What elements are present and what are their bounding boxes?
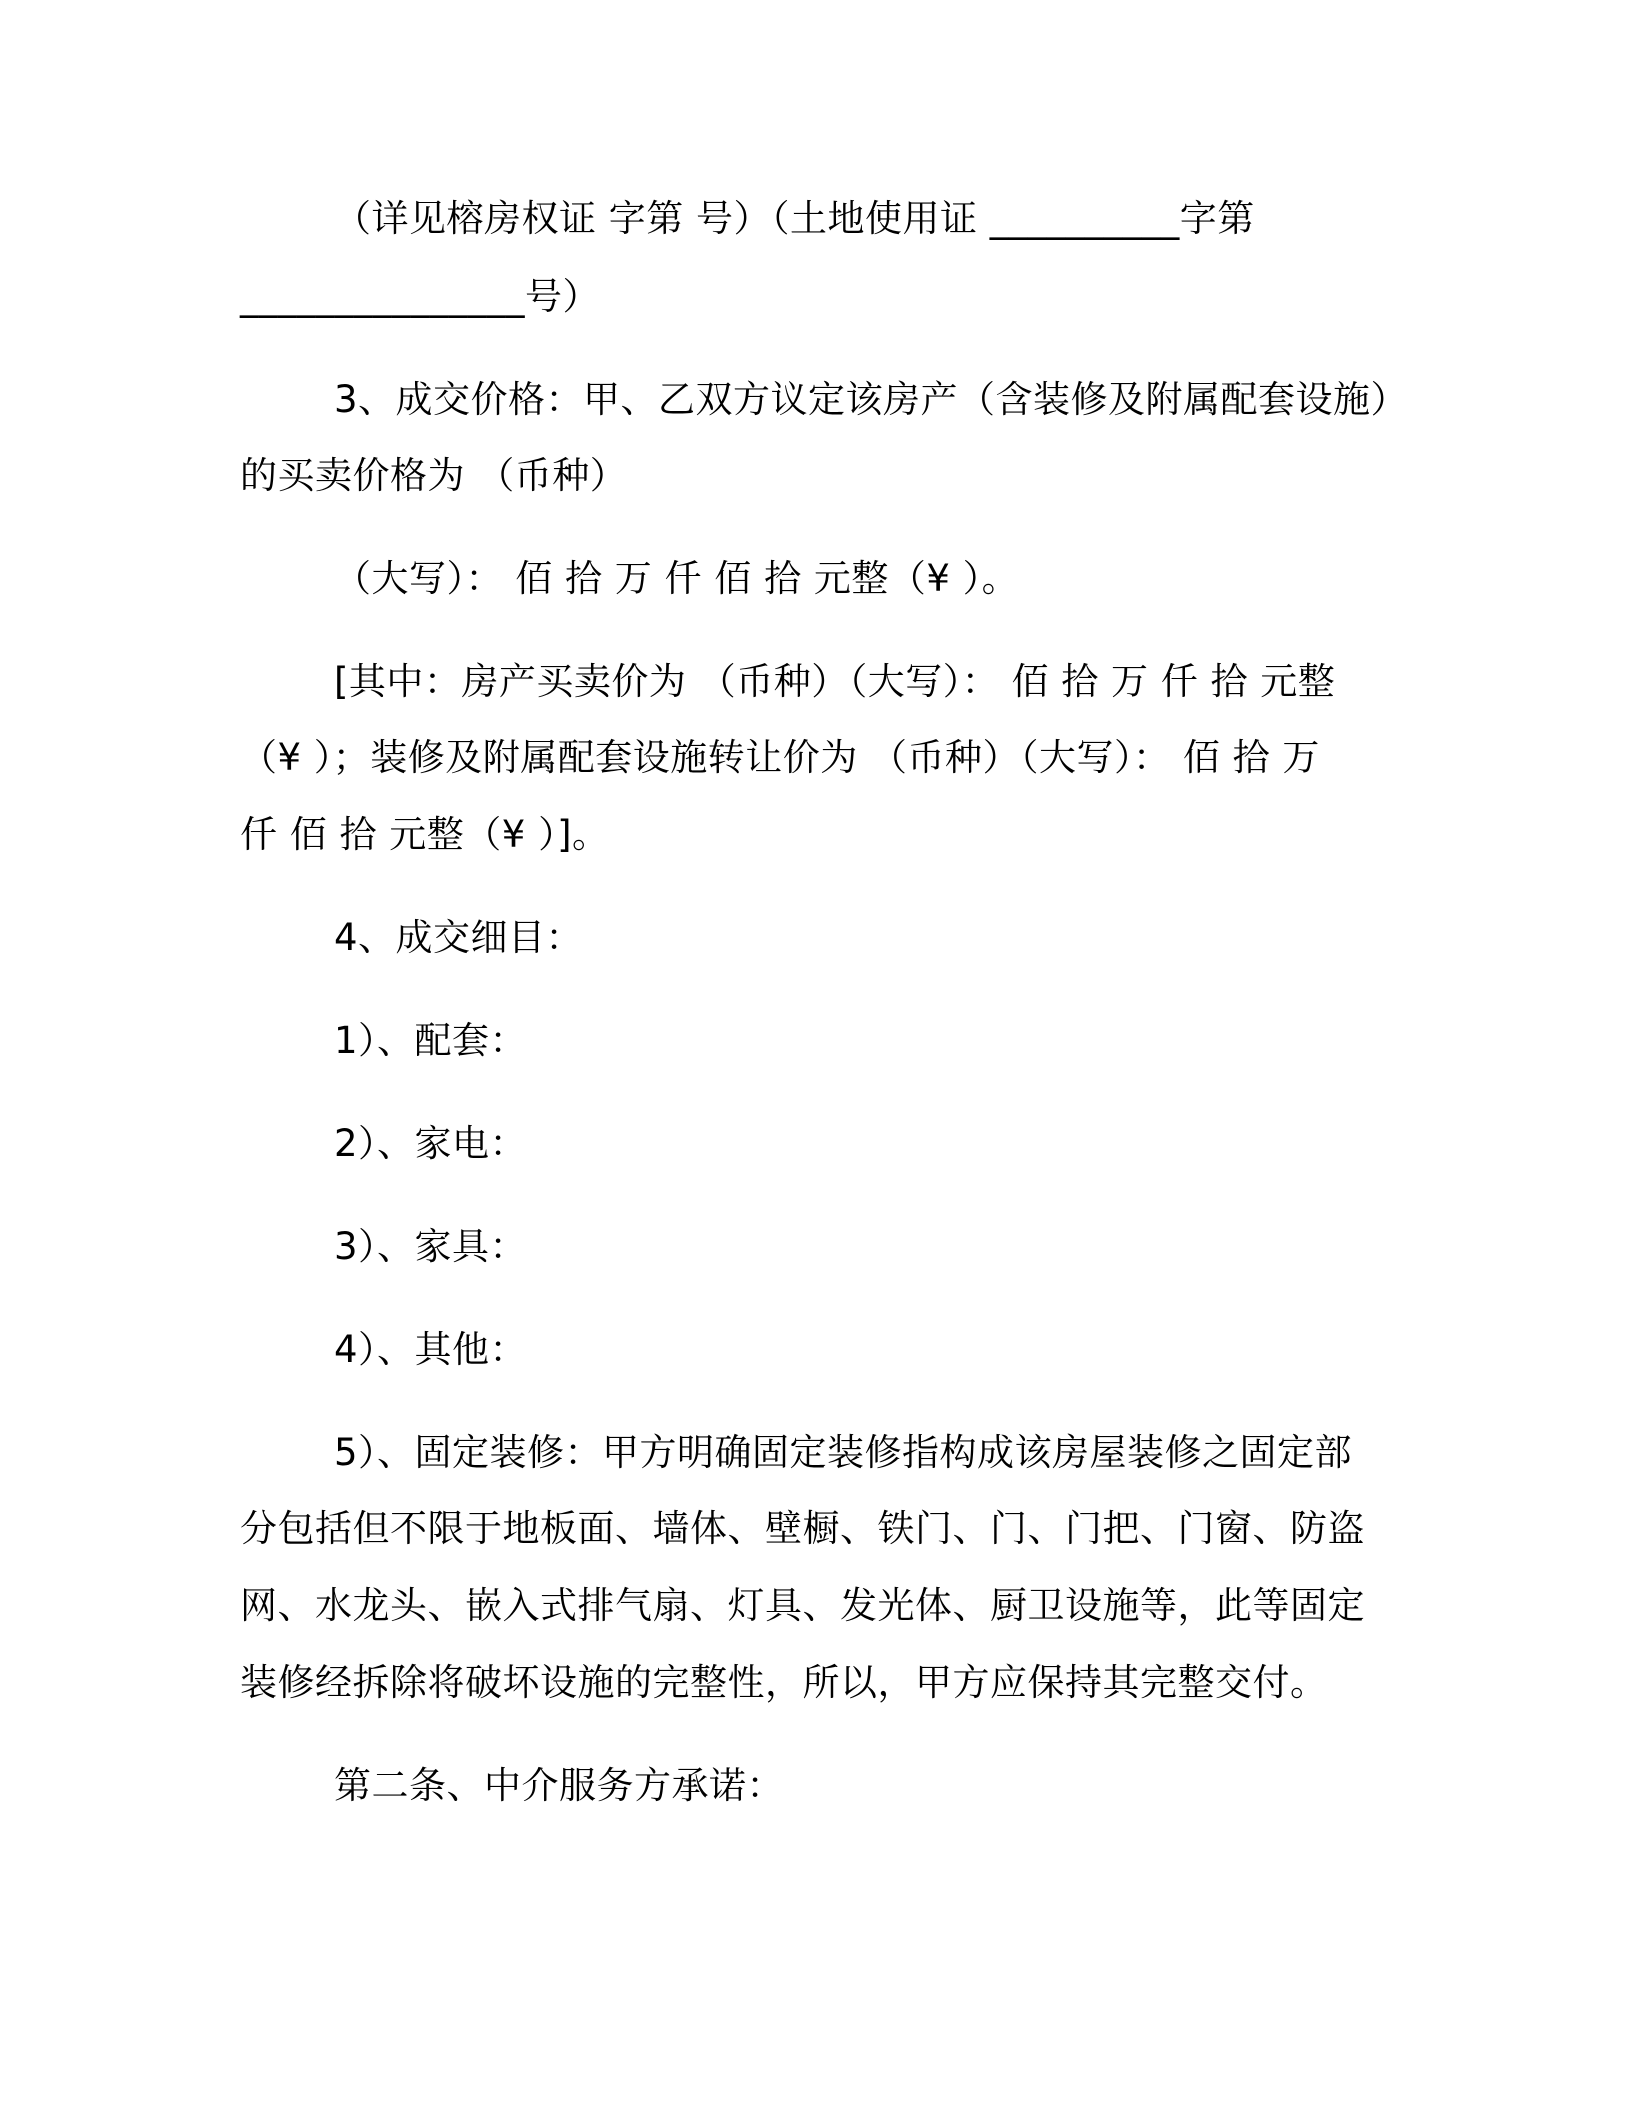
article-two-heading: 第二条、中介服务方承诺：	[334, 1764, 784, 1807]
fixed-decoration-line-3: 网、水龙头、嵌入式排气扇、灯具、发光体、厨卫设施等，此等固定	[240, 1584, 1365, 1627]
price-uppercase-line: （大写）： 佰 拾 万 仟 佰 拾 元整（¥ ）。	[334, 557, 1020, 600]
fixed-decoration-line-1: 5）、固定装修：甲方明确固定装修指构成该房屋装修之固定部	[334, 1431, 1353, 1474]
transaction-details-heading: 4、成交细目：	[334, 916, 584, 959]
price-clause-line-1: 3、成交价格：甲、乙双方议定该房产（含装修及附属配套设施）	[334, 378, 1409, 421]
detail-item-other: 4）、其他：	[334, 1328, 528, 1371]
price-breakdown-line-3: 仟 佰 拾 元整（¥ ）]。	[240, 813, 610, 856]
price-clause-line-2: 的买卖价格为 （币种）	[240, 454, 628, 497]
fixed-decoration-line-2: 分包括但不限于地板面、墙体、壁橱、铁门、门、门把、门窗、防盗	[240, 1507, 1365, 1550]
detail-item-supporting-facilities: 1）、配套：	[334, 1019, 528, 1062]
detail-item-appliances: 2）、家电：	[334, 1122, 528, 1165]
price-breakdown-line-1: [其中：房产买卖价为 （币种）（大写）： 佰 拾 万 仟 拾 元整	[334, 660, 1336, 703]
certificate-reference-line: （详见榕房权证 字第 号）（土地使用证 __________字第	[334, 197, 1255, 240]
detail-item-furniture: 3）、家具：	[334, 1225, 528, 1268]
price-breakdown-line-2: （¥ ）；装修及附属配套设施转让价为 （币种）（大写）： 佰 拾 万	[240, 736, 1320, 779]
fixed-decoration-line-4: 装修经拆除将破坏设施的完整性，所以，甲方应保持其完整交付。	[240, 1661, 1328, 1704]
certificate-number-line: _______________号）	[240, 275, 600, 318]
